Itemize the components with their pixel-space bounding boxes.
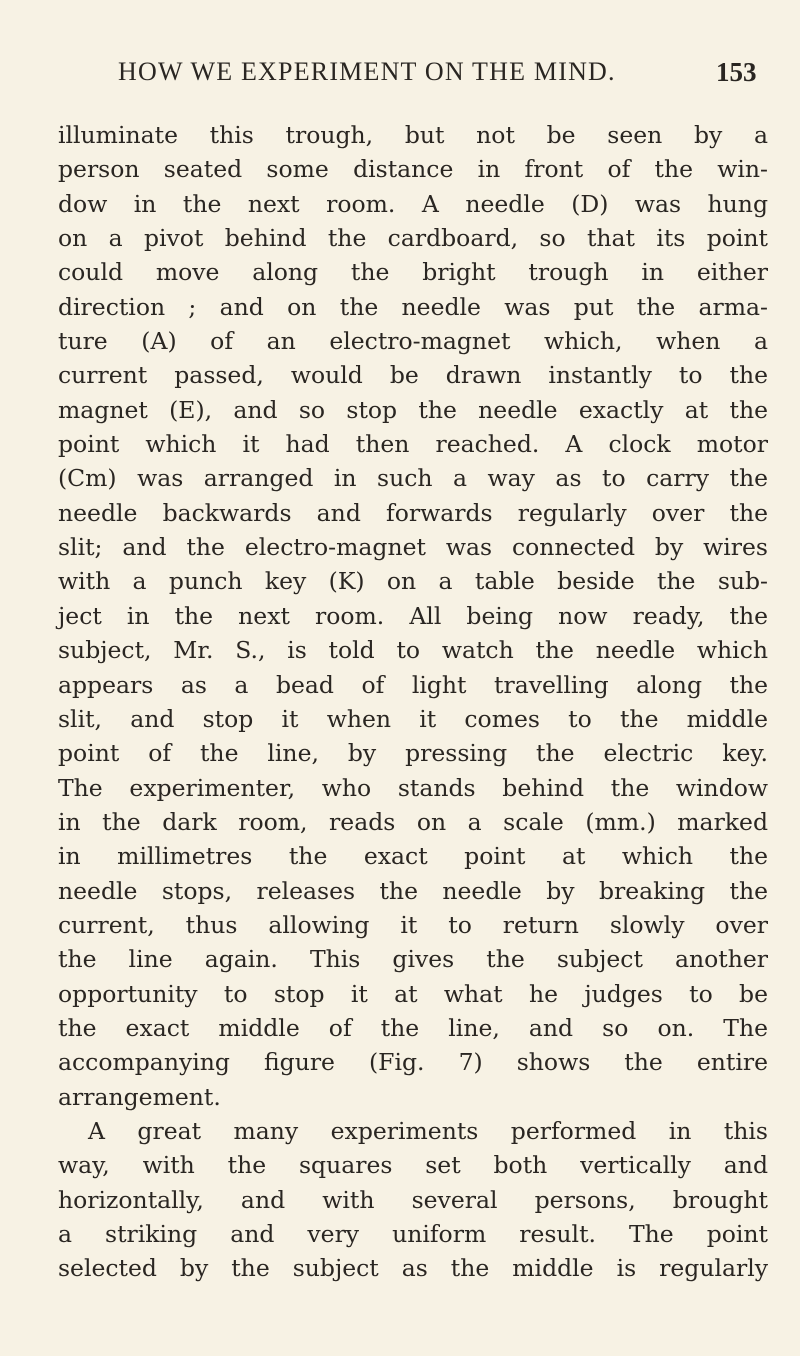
- text-line: ture (A) of an electro-magnet which, when a: [58, 327, 768, 356]
- text-line: ject in the next room. All being now ready, the: [58, 601, 768, 630]
- text-line: point which it had then reached. A clock motor: [58, 430, 768, 459]
- text-line: person seated some distance in front of the win-: [58, 155, 768, 184]
- text-line: a striking and very uniform result. The point: [58, 1220, 768, 1248]
- text-line: magnet (E), and so stop the needle exactly at the: [58, 395, 768, 424]
- running-head: [0, 54, 800, 94]
- body-text: [58, 118, 768, 1286]
- text-line: direction ; and on the needle was put the arma-: [58, 292, 768, 321]
- text-line: the exact middle of the line, and so on. The: [58, 1013, 768, 1042]
- text-line: in millimetres the exact point at which the: [58, 842, 768, 871]
- text-line: appears as a bead of light travelling along the: [58, 670, 768, 699]
- text-line: point of the line, by pressing the electric key.: [58, 739, 768, 768]
- text-line: slit; and the electro-magnet was connected by wires: [58, 533, 768, 562]
- text-line: dow in the next room. A needle (D) was hung: [58, 189, 768, 218]
- text-line: horizontally, and with several persons, brought: [58, 1185, 768, 1214]
- text-line: could move along the bright trough in either: [58, 258, 768, 287]
- text-line: subject, Mr. S., is told to watch the needle which: [58, 636, 768, 665]
- text-line: with a punch key (K) on a table beside the sub-: [58, 567, 768, 596]
- text-line: on a pivot behind the cardboard, so that its point: [58, 224, 768, 253]
- text-line: A great many experiments performed in this: [88, 1116, 768, 1145]
- text-line: needle backwards and forwards regularly over the: [58, 498, 768, 527]
- text-line: accompanying figure (Fig. 7) shows the entire: [58, 1048, 768, 1077]
- text-line: in the dark room, reads on a scale (mm.) marked: [58, 807, 768, 836]
- text-line: opportunity to stop it at what he judges to be: [58, 979, 768, 1008]
- text-line: arrangement.: [58, 1082, 221, 1111]
- text-line: slit, and stop it when it comes to the middle: [58, 704, 768, 733]
- text-line: illuminate this trough, but not be seen by a: [58, 121, 768, 149]
- page-number: 153: [716, 57, 757, 87]
- text-line: the line again. This gives the subject another: [58, 945, 768, 974]
- text-line: needle stops, releases the needle by breaking the: [58, 876, 768, 905]
- text-line: current, thus allowing it to return slowly over: [58, 910, 768, 939]
- running-title: HOW WE EXPERIMENT ON THE MIND.: [118, 57, 616, 86]
- text-line: selected by the subject as the middle is regularly: [58, 1254, 768, 1283]
- text-line: way, with the squares set both vertically and: [58, 1151, 768, 1180]
- text-line: current passed, would be drawn instantly to the: [58, 361, 768, 390]
- text-line: (Cm) was arranged in such a way as to carry the: [58, 464, 768, 493]
- text-line: The experimenter, who stands behind the window: [58, 773, 768, 802]
